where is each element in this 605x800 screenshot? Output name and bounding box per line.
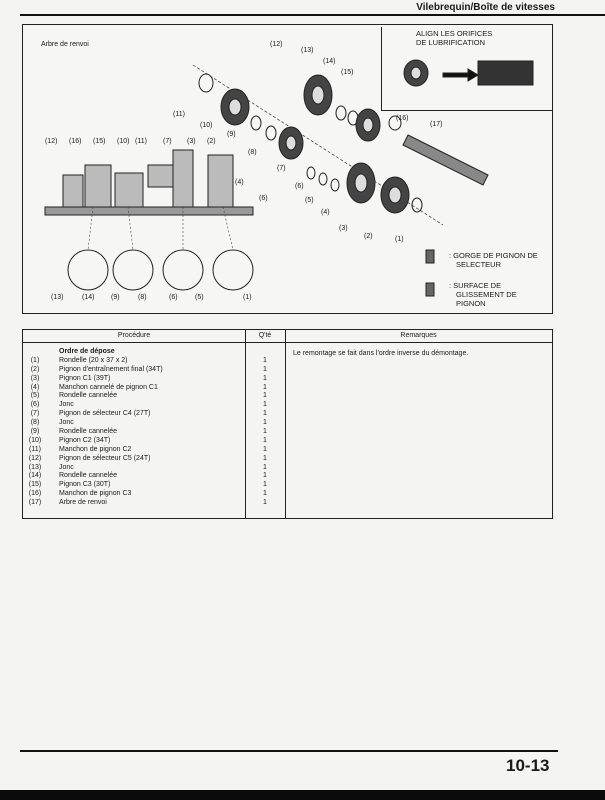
row-description: Pignon de sélecteur C5 (24T) xyxy=(59,454,151,462)
row-number: (9) xyxy=(30,428,40,436)
header-divider xyxy=(23,342,552,343)
row-number: (5) xyxy=(30,392,40,400)
table-row xyxy=(23,481,552,490)
procedure-table xyxy=(22,329,553,519)
row-description: Jonc xyxy=(59,401,74,409)
callout: (10) xyxy=(200,122,213,129)
callout: (14) xyxy=(82,294,95,301)
rows-container xyxy=(23,357,552,508)
table-row xyxy=(23,490,552,499)
callout: (13) xyxy=(51,294,64,301)
row-quantity: 1 xyxy=(263,401,267,409)
callout: (12) xyxy=(270,41,283,48)
row-number: (4) xyxy=(30,383,40,391)
callout: (6) xyxy=(295,183,304,190)
row-description: Arbre de renvoi xyxy=(59,499,107,507)
inset-caption-line-2: DE LUBRIFICATION xyxy=(416,38,486,47)
remark-text: Le remontage se fait dans l'ordre inverse du démontage. xyxy=(293,350,469,357)
legend-selector-groove xyxy=(449,251,538,269)
legend-prefix: : xyxy=(449,281,454,290)
callout: (11) xyxy=(135,138,147,145)
row-description: Rondelle cannelée xyxy=(59,428,117,436)
callout: (2) xyxy=(364,233,373,240)
callout: (5) xyxy=(305,197,314,204)
callout: (4) xyxy=(235,179,244,186)
row-number: (3) xyxy=(30,374,40,382)
callout: (9) xyxy=(227,131,236,138)
row-quantity: 1 xyxy=(263,454,267,462)
row-description: Manchon de pignon C2 xyxy=(59,445,132,453)
callout: (14) xyxy=(323,58,336,65)
callout: (1) xyxy=(243,294,252,301)
inset-detail xyxy=(381,27,552,111)
row-quantity: 1 xyxy=(263,365,267,373)
row-number: (11) xyxy=(29,445,41,453)
row-quantity: 1 xyxy=(263,472,267,480)
legend-text: GORGE DE PIGNON DE xyxy=(453,251,538,260)
page-number: 10-13 xyxy=(506,756,550,775)
table-row xyxy=(23,455,552,464)
row-number: (16) xyxy=(28,490,42,498)
inset-caption xyxy=(416,29,492,47)
row-description: Pignon de sélecteur C4 (27T) xyxy=(59,410,151,418)
row-quantity: 1 xyxy=(263,383,267,391)
footer-rule xyxy=(20,750,558,752)
row-quantity: 1 xyxy=(263,374,267,382)
row-quantity: 1 xyxy=(263,436,267,444)
row-number: (7) xyxy=(30,410,40,418)
table-row xyxy=(23,472,552,481)
row-quantity: 1 xyxy=(263,419,267,427)
row-quantity: 1 xyxy=(263,463,267,471)
callout: (5) xyxy=(195,294,204,301)
row-number: (6) xyxy=(30,401,40,409)
row-description: Manchon de pignon C3 xyxy=(59,490,132,498)
callout: (3) xyxy=(339,225,348,232)
table-row xyxy=(23,419,552,428)
exploded-view-figure xyxy=(22,24,553,314)
callout: (3) xyxy=(187,138,196,145)
row-description: Pignon C1 (39T) xyxy=(59,374,111,382)
row-description: Pignon C2 (34T) xyxy=(59,436,111,444)
callout: (6) xyxy=(259,195,268,202)
row-quantity: 1 xyxy=(263,392,267,400)
row-description: Jonc xyxy=(59,463,74,471)
callout: (4) xyxy=(321,209,330,216)
column-header-remarks: Remarques xyxy=(400,332,437,339)
row-description: Manchon cannelé de pignon C1 xyxy=(59,383,158,391)
table-row xyxy=(23,446,552,455)
legend-sliding-surface xyxy=(449,281,517,308)
table-row xyxy=(23,428,552,437)
row-quantity: 1 xyxy=(263,490,267,498)
column-header-procedure: Procédure xyxy=(117,332,151,339)
callout: (11) xyxy=(173,111,185,118)
row-quantity: 1 xyxy=(263,445,267,453)
table-rows xyxy=(23,348,552,508)
table-row xyxy=(23,384,552,393)
table-row xyxy=(23,437,552,446)
row-number: (15) xyxy=(28,481,42,489)
table-row xyxy=(23,499,552,508)
table-row xyxy=(23,410,552,419)
row-number: (8) xyxy=(30,419,40,427)
table-row xyxy=(23,366,552,375)
row-quantity: 1 xyxy=(263,481,267,489)
page-header-title: Vilebrequin/Boîte de vitesses xyxy=(416,2,555,13)
callout: (8) xyxy=(248,149,257,156)
row-number: (13) xyxy=(28,463,42,471)
row-number: (1) xyxy=(30,356,40,364)
callout: (10) xyxy=(117,138,130,145)
row-number: (14) xyxy=(28,472,42,480)
legend-text: PIGNON xyxy=(456,299,486,308)
legend-text: GLISSEMENT DE xyxy=(456,290,517,299)
table-row xyxy=(23,392,552,401)
callout: (15) xyxy=(93,138,106,145)
callout: (8) xyxy=(138,294,147,301)
row-description: Rondelle cannelée xyxy=(59,392,117,400)
row-quantity: 1 xyxy=(263,428,267,436)
table-row xyxy=(23,401,552,410)
row-number: (17) xyxy=(28,499,42,507)
callout: (15) xyxy=(341,69,354,76)
legend-prefix: : xyxy=(449,251,454,260)
row-description: Jonc xyxy=(59,419,74,427)
callout: (2) xyxy=(207,138,216,145)
callout: (16) xyxy=(396,115,409,122)
row-description: Pignon C3 (30T) xyxy=(59,481,111,489)
table-row xyxy=(23,464,552,473)
row-number: (12) xyxy=(28,454,42,462)
section-title-row xyxy=(23,348,552,357)
row-number: (10) xyxy=(28,436,42,444)
bottom-scan-edge xyxy=(0,790,605,800)
callout: (12) xyxy=(45,138,58,145)
figure-label: Arbre de renvoi xyxy=(41,41,89,48)
callout: (13) xyxy=(301,47,314,54)
callout: (7) xyxy=(277,165,286,172)
row-quantity: 1 xyxy=(263,356,267,364)
callout: (1) xyxy=(395,236,404,243)
table-row xyxy=(23,375,552,384)
row-quantity: 1 xyxy=(263,410,267,418)
legend-text: SELECTEUR xyxy=(456,260,502,269)
callout: (6) xyxy=(169,294,178,301)
callout: (9) xyxy=(111,294,120,301)
legend-text: SURFACE DE xyxy=(453,281,502,290)
row-description: Rondelle cannelée xyxy=(59,472,117,480)
row-number: (2) xyxy=(30,365,40,373)
callout: (17) xyxy=(430,121,443,128)
section-title: Ordre de dépose xyxy=(59,348,115,355)
callout: (16) xyxy=(69,138,82,145)
table-row xyxy=(23,357,552,366)
row-description: Rondelle (20 x 37 x 2) xyxy=(59,356,128,364)
inset-caption-line-1: ALIGN LES ORIFICES xyxy=(416,29,493,38)
row-quantity: 1 xyxy=(263,499,267,507)
header-rule xyxy=(20,14,605,16)
row-description: Pignon d'entraînement final (34T) xyxy=(59,365,163,373)
callout: (7) xyxy=(163,138,172,145)
column-header-qty: Q'té xyxy=(258,332,272,339)
